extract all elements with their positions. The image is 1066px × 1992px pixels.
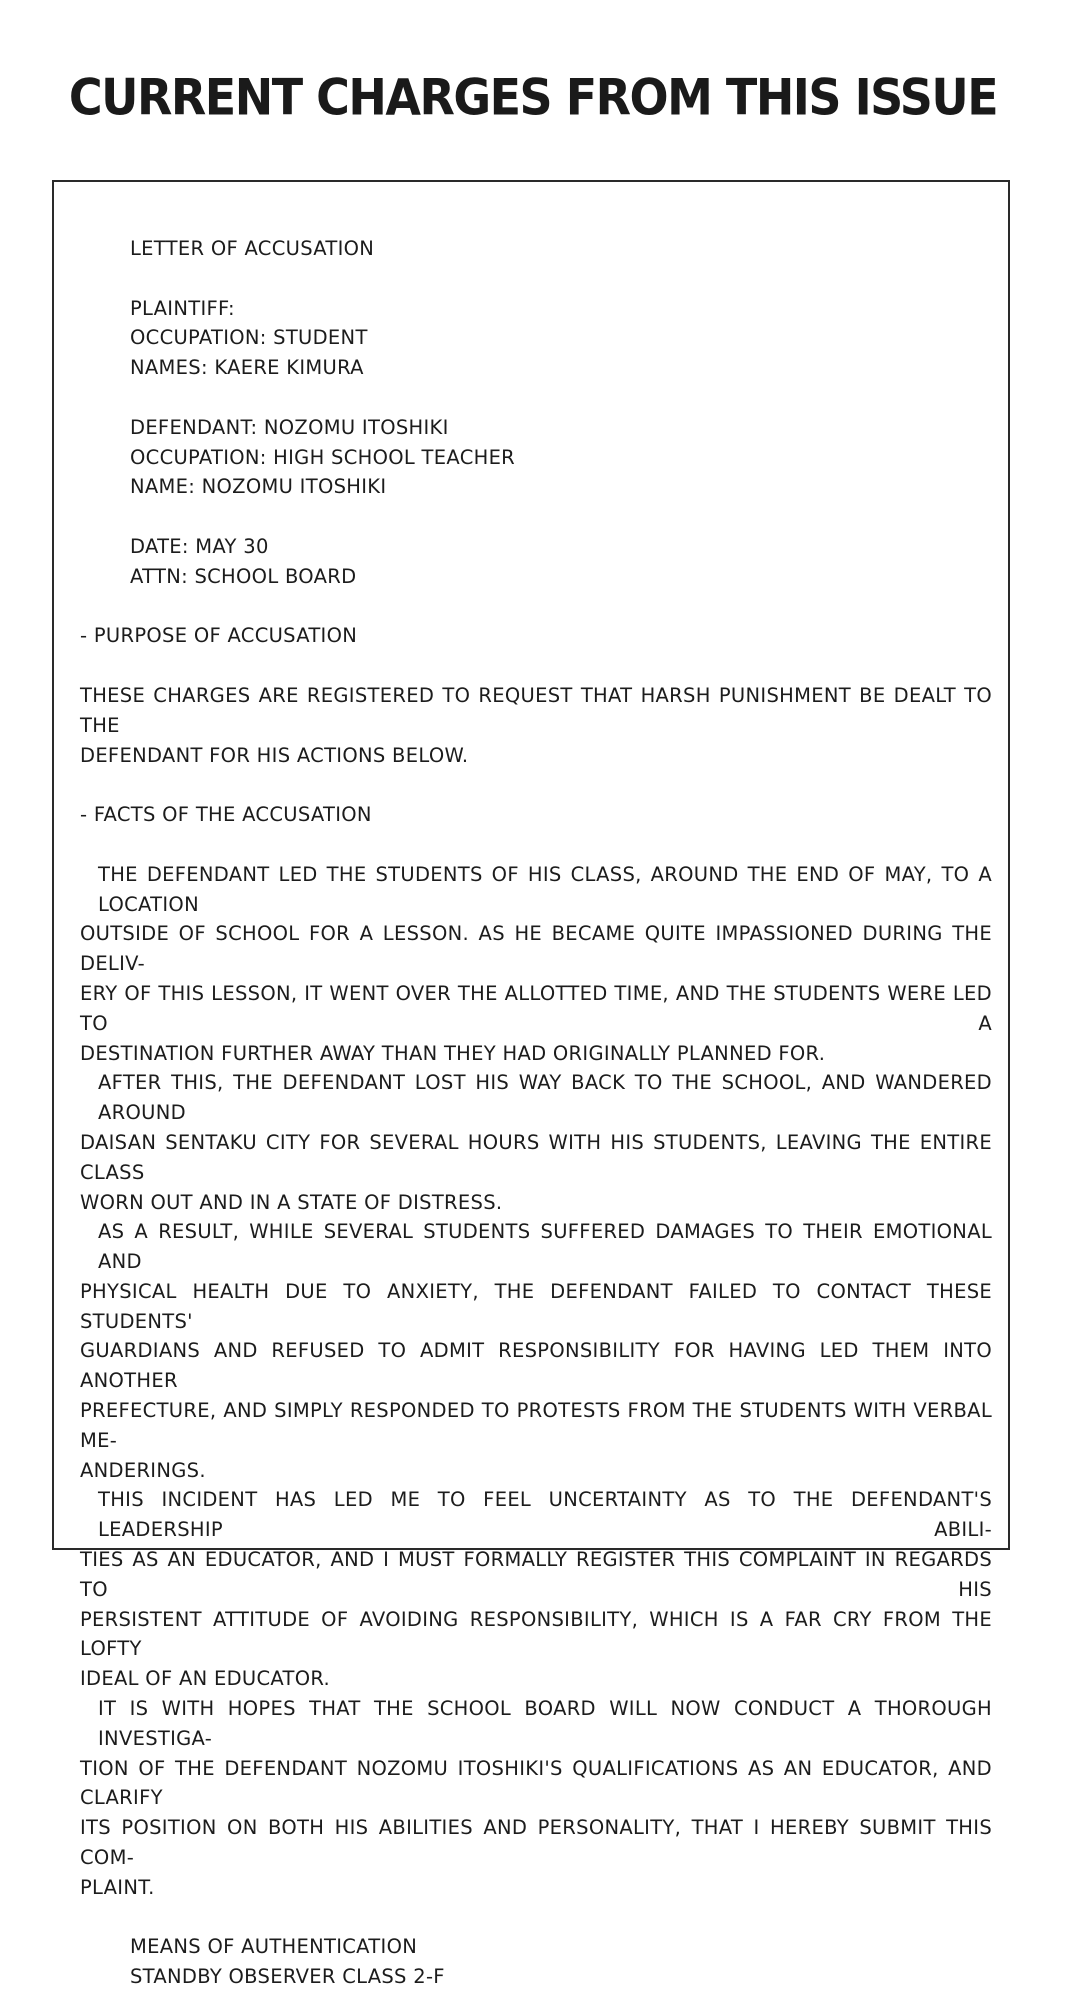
defendant-label: DEFENDANT: NOZOMU ITOSHIKI <box>130 415 449 439</box>
facts-line: WORN OUT AND IN A STATE OF DISTRESS. <box>80 1190 503 1214</box>
purpose-heading: - PURPOSE OF ACCUSATION <box>80 624 358 648</box>
authentication-value: STANDBY OBSERVER CLASS 2-F <box>130 1965 445 1989</box>
facts-line: DESTINATION FURTHER AWAY THAN THEY HAD ORIGINALLY PLANNED FOR. <box>80 1041 826 1065</box>
defendant-occupation: OCCUPATION: HIGH SCHOOL TEACHER <box>130 445 516 469</box>
facts-line: DAISAN SENTAKU CITY FOR SEVERAL HOURS WITH HIS STUDENTS, LEAVING THE ENTIRE CLASS <box>80 1130 992 1184</box>
plaintiff-occupation: OCCUPATION: STUDENT <box>130 326 368 350</box>
facts-line: AFTER THIS, THE DEFENDANT LOST HIS WAY BACK TO THE SCHOOL, AND WANDERED AROUND <box>98 1071 992 1125</box>
facts-line: THIS INCIDENT HAS LED ME TO FEEL UNCERTAINTY AS TO THE DEFENDANT'S LEADERSHIP ABILI- <box>98 1488 992 1542</box>
letter-body <box>80 234 992 1992</box>
defendant-name: NAME: NOZOMU ITOSHIKI <box>130 475 387 499</box>
facts-line: IDEAL OF AN EDUCATOR. <box>80 1667 331 1691</box>
purpose-line: DEFENDANT FOR HIS ACTIONS BELOW. <box>80 743 469 767</box>
facts-line: PREFECTURE, AND SIMPLY RESPONDED TO PROTESTS FROM THE STUDENTS WITH VERBAL ME- <box>80 1399 992 1452</box>
page-title: CURRENT CHARGES FROM THIS ISSUE <box>68 67 998 127</box>
facts-line: OUTSIDE OF SCHOOL FOR A LESSON. AS HE BECAME QUITE IMPASSIONED DURING THE DELIV- <box>80 922 992 976</box>
letter-attn: ATTN: SCHOOL BOARD <box>130 564 357 588</box>
facts-line: IT IS WITH HOPES THAT THE SCHOOL BOARD WILL NOW CONDUCT A THOROUGH INVESTIGA- <box>98 1697 992 1750</box>
facts-line: THE DEFENDANT LED THE STUDENTS OF HIS CLASS, AROUND THE END OF MAY, TO A LOCATION <box>98 862 992 916</box>
letter-date: DATE: MAY 30 <box>130 534 269 558</box>
facts-line: AS A RESULT, WHILE SEVERAL STUDENTS SUFFERED DAMAGES TO THEIR EMOTIONAL AND <box>98 1220 992 1274</box>
facts-heading: - FACTS OF THE ACCUSATION <box>80 803 372 827</box>
facts-line: ITS POSITION ON BOTH HIS ABILITIES AND PERSONALITY, THAT I HEREBY SUBMIT THIS COM- <box>80 1816 992 1870</box>
facts-line: PHYSICAL HEALTH DUE TO ANXIETY, THE DEFENDANT FAILED TO CONTACT THESE STUDENTS' <box>80 1279 992 1333</box>
facts-line: PERSISTENT ATTITUDE OF AVOIDING RESPONSIBILITY, WHICH IS A FAR CRY FROM THE LOFTY <box>80 1607 992 1661</box>
facts-line: PLAINT. <box>80 1875 155 1899</box>
facts-line: GUARDIANS AND REFUSED TO ADMIT RESPONSIBILITY FOR HAVING LED THEM INTO ANOTHER <box>80 1339 992 1393</box>
plaintiff-label: PLAINTIFF: <box>130 296 235 320</box>
facts-line: TION OF THE DEFENDANT NOZOMU ITOSHIKI'S QUALIFICATIONS AS AN EDUCATOR, AND CLARIFY <box>80 1756 992 1810</box>
purpose-line: THESE CHARGES ARE REGISTERED TO REQUEST THAT HARSH PUNISHMENT BE DEALT TO THE <box>80 683 992 737</box>
letter-heading: LETTER OF ACCUSATION <box>130 237 375 260</box>
facts-line: ERY OF THIS LESSON, IT WENT OVER THE ALLOTTED TIME, AND THE STUDENTS WERE LED TO A <box>80 981 992 1035</box>
authentication-label: MEANS OF AUTHENTICATION <box>130 1935 418 1959</box>
facts-line: TIES AS AN EDUCATOR, AND I MUST FORMALLY REGISTER THIS COMPLAINT IN REGARDS TO HIS <box>80 1548 992 1601</box>
letter-frame <box>52 180 1010 1989</box>
plaintiff-names: NAMES: KAERE KIMURA <box>130 356 364 380</box>
facts-line: ANDERINGS. <box>80 1458 206 1482</box>
